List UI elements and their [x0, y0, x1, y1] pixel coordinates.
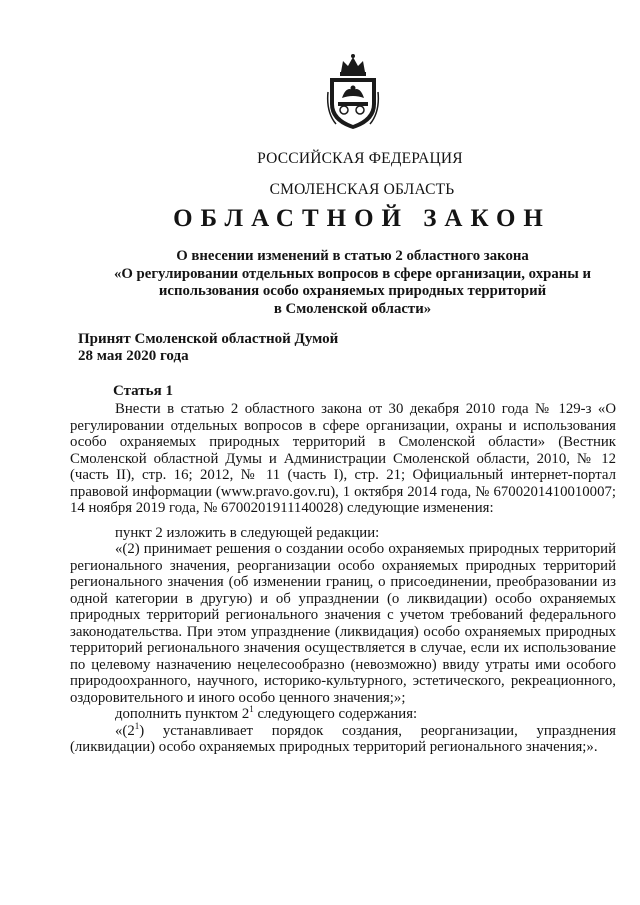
article-body: [70, 401, 616, 756]
paragraph-text: «(2: [115, 722, 135, 739]
adoption-block: [78, 331, 338, 365]
subject-line: использования особо охраняемых природных территорий: [158, 283, 547, 299]
paragraph-text: следующего содержания:: [253, 706, 418, 722]
paragraph-text: ) устанавливает порядок создания, реорганизации, упразднения (ликвидации) особо охраняемых природных территорий регионального значения;».: [70, 722, 616, 755]
country-name: РОССИЙСКАЯ ФЕДЕРАЦИЯ: [257, 150, 463, 167]
article-heading: Статья 1: [113, 383, 173, 399]
superscript: 1: [249, 704, 254, 715]
subject-line: в Смоленской области»: [273, 300, 432, 317]
article-paragraph: Внести в статью 2 областного закона от 30 декабря 2010 года № 129-з «О регулировании отдельных вопросов в сфере организации, охраны и использования особо охраняемых природных территорий в Смоленской области» (Вестник Смоленской областной Думы и Администрации Смоленской области, 2010, № 12 (часть II), стр. 16; 2012, № 11 (часть I), стр. 21; Официальный интернет-портал правовой информации (www.pravo.gov.ru), 1 октября 2014 года, № 6700201410010007; 14 ноября 2019 года, № 6700201911140028) следующие изменения:: [70, 401, 616, 516]
paragraph-text: дополнить пунктом 2: [115, 706, 250, 722]
document-type: ОБЛАСТНОЙ ЗАКОН: [173, 205, 551, 232]
subject-line: О внесении изменений в статью 2 областного закона: [176, 248, 529, 264]
article-paragraph: «(2) принимает решения о создании особо охраняемых природных территорий регионального значения, реорганизации особо охраняемых природных территорий регионального значения (об изменении границ, о присоединении, преобразовании из одной категории в другую) и об упразднении (о ликвидации) особо охраняемых природных территорий регионального значения с учетом требований федерального законодательства. При этом упразднение (ликвидация) особо охраняемых природных территорий регионального значения осуществляется в случае, если их использование по целевому назначению нецелесообразно (невозможно) ввиду утраты ими особого природоохранного, научного, историко-культурного, эстетического, рекреационного, оздоровительного и иного особо ценного значения;»;: [70, 541, 616, 706]
article-paragraph: [70, 706, 616, 723]
subject-line: «О регулировании отдельных вопросов в сфере организации, охраны и: [113, 265, 592, 282]
region-name: СМОЛЕНСКАЯ ОБЛАСТЬ: [269, 181, 455, 198]
coat-of-arms-icon: [326, 52, 380, 130]
article-paragraph: пункт 2 изложить в следующей редакции:: [115, 524, 380, 541]
adoption-date: 28 мая 2020 года: [78, 348, 189, 364]
article-paragraph: [70, 720, 616, 756]
superscript: 1: [134, 720, 140, 731]
adoption-body: Принят Смоленской областной Думой: [78, 331, 339, 347]
law-subject: [95, 248, 610, 318]
